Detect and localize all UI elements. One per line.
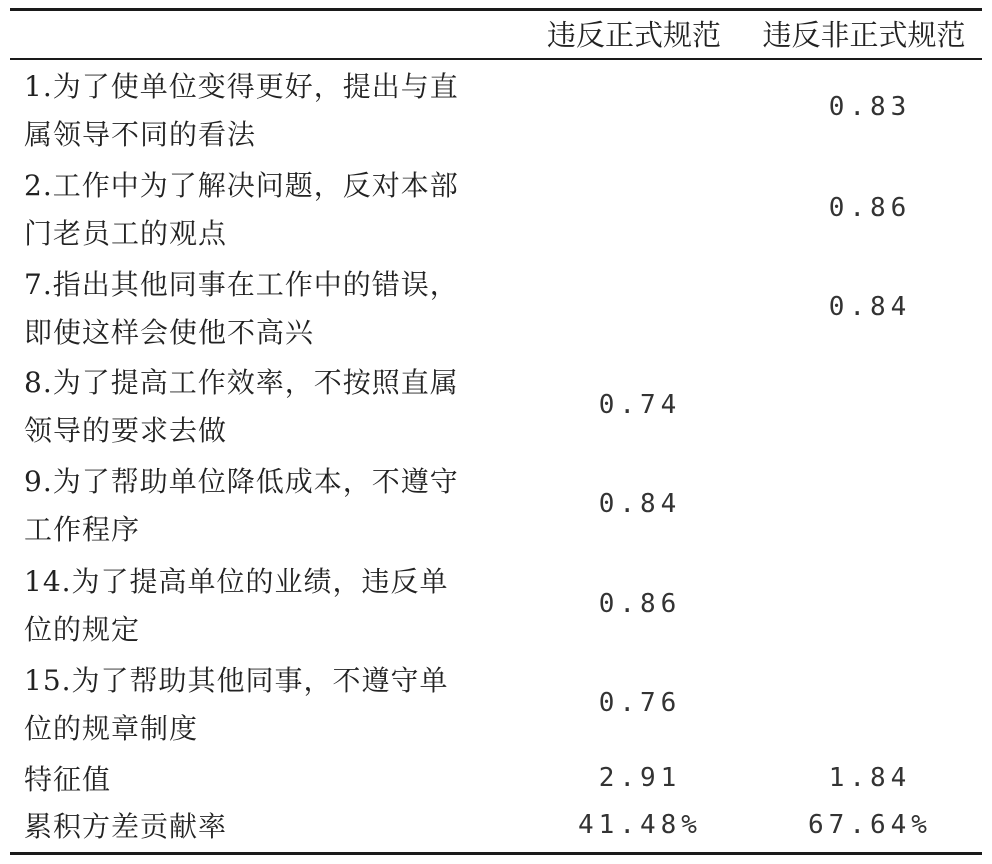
row-label-line1: 9.为了帮助单位降低成本，不遵守 [24, 465, 459, 498]
column-header-informal: 违反非正式规范 [762, 18, 966, 52]
row-value-informal: 1.84 [828, 763, 912, 793]
row-label-line2: 门老员工的观点 [24, 217, 228, 250]
table-header-rule [10, 58, 982, 60]
row-label-line1: 8.为了提高工作效率，不按照直属 [24, 366, 459, 399]
row-label-line2: 领导的要求去做 [24, 414, 228, 447]
row-label-line1: 14.为了提高单位的业绩，违反单 [24, 565, 449, 598]
row-label-line1: 7.指出其他同事在工作中的错误， [24, 268, 459, 301]
row-value-formal: 2.91 [598, 763, 682, 793]
row-value-formal: 0.84 [598, 489, 682, 519]
row-value-informal: 0.84 [828, 292, 912, 322]
row-label-line2: 位的规定 [24, 613, 141, 646]
row-label-line1: 1.为了使单位变得更好，提出与直 [24, 70, 459, 103]
row-value-informal: 67.64% [808, 810, 932, 840]
column-header-formal: 违反正式规范 [546, 18, 721, 52]
table-row [10, 62, 982, 162]
table-row [10, 557, 982, 657]
row-label-line2: 属领导不同的看法 [24, 118, 257, 151]
table-bottom-rule [10, 852, 982, 855]
row-value-formal: 0.76 [598, 688, 682, 718]
row-label-line2: 即使这样会使他不高兴 [24, 316, 315, 349]
table-row [10, 260, 982, 360]
row-value-formal: 0.74 [598, 390, 682, 420]
table-row [10, 358, 982, 458]
table-row-cumulative-variance [10, 802, 982, 852]
table-top-rule [10, 8, 982, 11]
table-row [10, 656, 982, 756]
row-label-line1: 15.为了帮助其他同事，不遵守单 [24, 664, 449, 697]
table-row [10, 161, 982, 261]
table-row-eigenvalue [10, 755, 982, 805]
row-value-informal: 0.83 [828, 92, 912, 122]
row-value-formal: 0.86 [598, 589, 682, 619]
table-row [10, 457, 982, 557]
row-label-line2: 工作程序 [24, 513, 141, 546]
row-value-formal: 41.48% [578, 810, 702, 840]
row-label-line1: 2.工作中为了解决问题，反对本部 [24, 169, 459, 202]
row-value-informal: 0.86 [828, 193, 912, 223]
row-label-line2: 位的规章制度 [24, 712, 199, 745]
row-label: 累积方差贡献率 [24, 810, 228, 843]
row-label: 特征值 [24, 763, 112, 796]
